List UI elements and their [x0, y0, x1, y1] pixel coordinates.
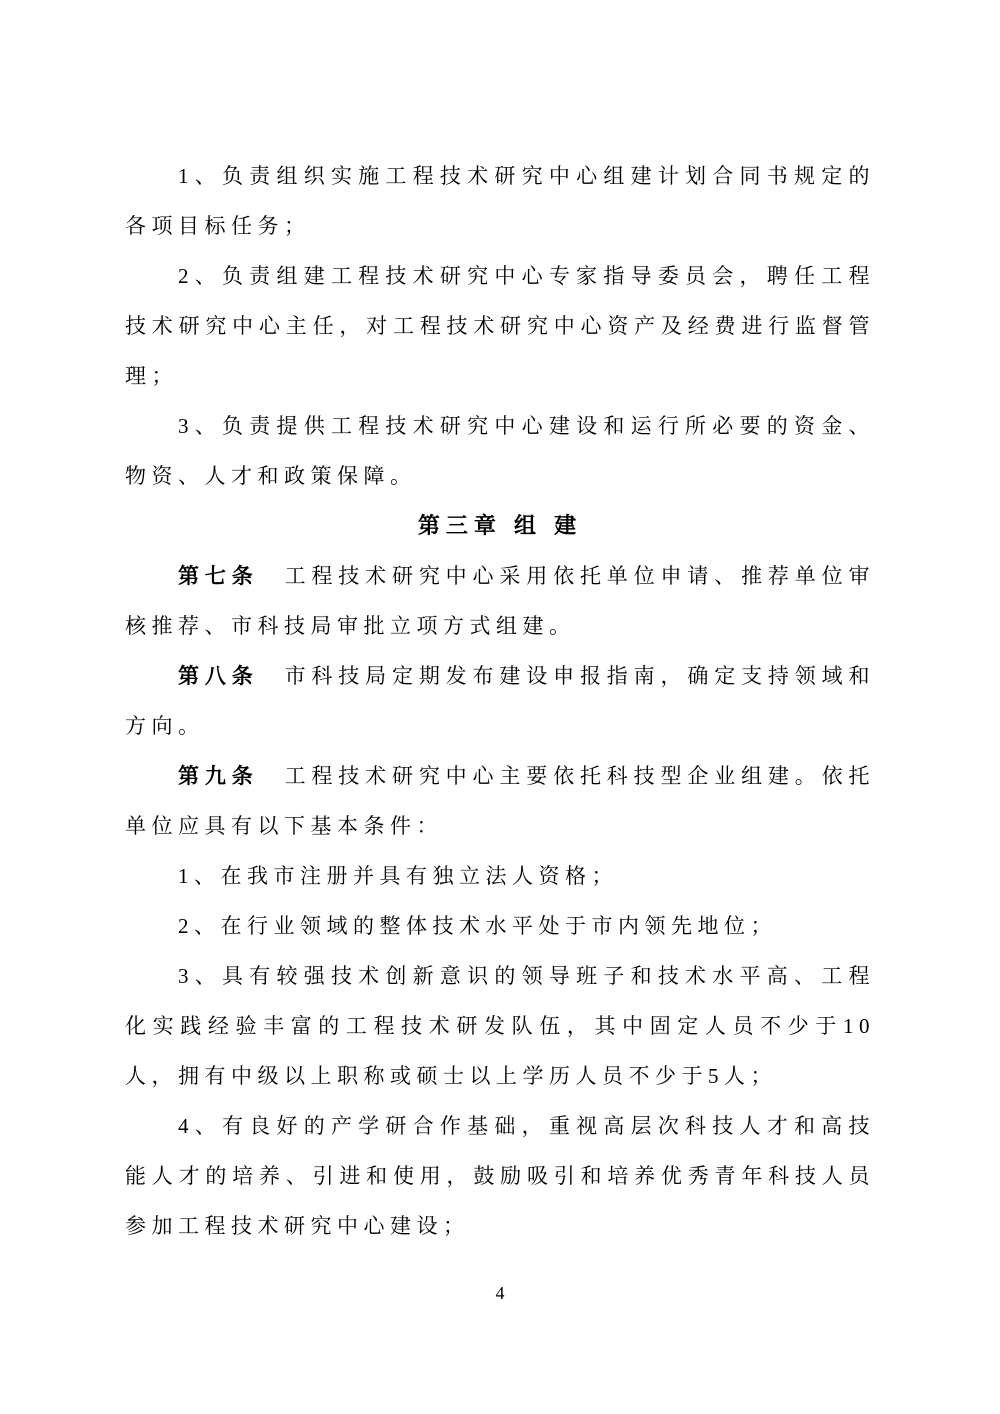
article-7-paragraph	[125, 551, 875, 651]
article-9-label: 第九条	[178, 764, 259, 788]
article-8-label: 第八条	[178, 664, 259, 688]
duty-item-3: 3、负责提供工程技术研究中心建设和运行所必要的资金、物资、人才和政策保障。	[125, 414, 875, 488]
article-9-text: 工程技术研究中心主要依托科技型企业组建。依托单位应具有以下基本条件：	[125, 764, 875, 838]
page-number: 4	[495, 1283, 505, 1303]
duty-item-2: 2、负责组建工程技术研究中心专家指导委员会，聘任工程技术研究中心主任，对工程技术研究中心资产及经费进行监督管理；	[125, 264, 875, 388]
condition-item-2: 2、在行业领域的整体技术水平处于市内领先地位；	[178, 914, 777, 938]
article-7-text: 工程技术研究中心采用依托单位申请、推荐单位审核推荐、市科技局审批立项方式组建。	[125, 564, 875, 638]
article-9-paragraph	[125, 751, 875, 851]
condition-item-4: 4、有良好的产学研合作基础，重视高层次科技人才和高技能人才的培养、引进和使用，鼓励吸引和培养优秀青年科技人员参加工程技术研究中心建设；	[125, 1114, 875, 1238]
article-8-paragraph	[125, 651, 875, 751]
article-8-text: 市科技局定期发布建设申报指南，确定支持领域和方向。	[125, 664, 875, 738]
condition-item-3: 3、具有较强技术创新意识的领导班子和技术水平高、工程化实践经验丰富的工程技术研发队伍，其中固定人员不少于10人，拥有中级以上职称或硕士以上学历人员不少于5人；	[125, 964, 875, 1088]
chapter-heading: 第三章 组 建	[417, 513, 583, 538]
article-7-label: 第七条	[178, 564, 259, 588]
document-content	[125, 151, 875, 1251]
duty-item-1: 1、负责组织实施工程技术研究中心组建计划合同书规定的各项目标任务；	[125, 164, 875, 238]
condition-item-1: 1、在我市注册并具有独立法人资格；	[178, 864, 618, 888]
